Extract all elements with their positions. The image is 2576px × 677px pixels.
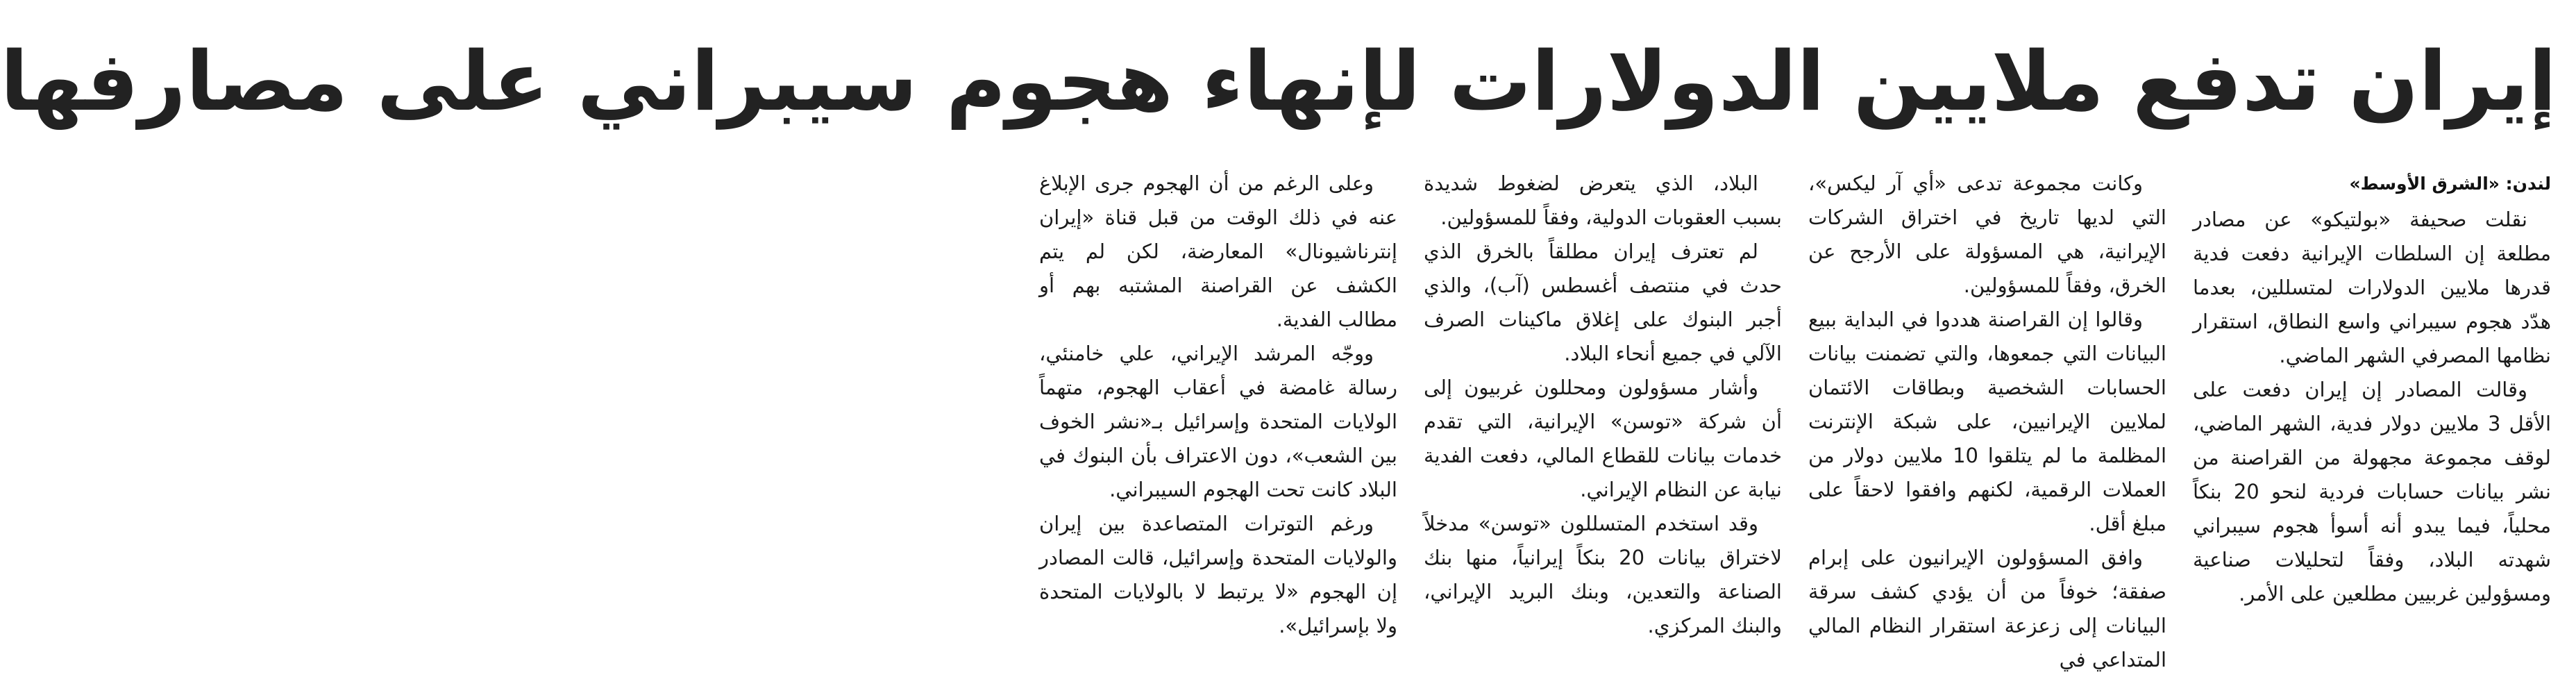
headline: إيران تدفع ملايين الدولارات لإنهاء هجوم سيبراني على مصارفها [0,33,2557,129]
byline: لندن: «الشرق الأوسط» [2349,174,2551,194]
article-column-3 [1424,167,1782,646]
article-column-4 [1039,167,1397,646]
article-body [1039,167,2552,671]
paragraph: وافق المسؤولون الإيرانيون على إبرام صفقة؛ خوفاً من أن يؤدي كشف سرقة البيانات إلى زعزعة استقرار النظام المالي المتداعي في [1808,546,2166,671]
paragraph: البلاد، الذي يتعرض لضغوط شديدة بسبب العقوبات الدولية، وفقاً للمسؤولين. [1424,172,1782,229]
paragraph: ورغم التوترات المتصاعدة بين إيران والولايات المتحدة وإسرائيل، قالت المصادر إن الهجوم «لا يرتبط لا بالولايات المتحدة ولا بإسرائيل». [1039,512,1397,637]
paragraph: وأشار مسؤولون ومحللون غربيون إلى أن شركة «توسن» الإيرانية، التي تقدم خدمات بيانات للقطاع المالي، دفعت الفدية نيابة عن النظام الإيراني. [1424,376,1782,501]
paragraph: لم تعترف إيران مطلقاً بالخرق الذي حدث في منتصف أغسطس (آب)، والذي أجبر البنوك على إغلاق ماكينات الصرف الآلي في جميع أنحاء البلاد. [1424,240,1782,365]
article-column-1 [2193,167,2551,646]
paragraph: وقالوا إن القراصنة هددوا في البداية ببيع البيانات التي جمعوها، والتي تضمنت بيانات الحسابات الشخصية وبطاقات الائتمان لملايين الإيرانيين، على شبكة الإنترنت المظلمة ما لم يتلقوا 10 ملايين دولار من العملات الرقمية، لكنهم وافقوا لاحقاً على مبلغ أقل. [1808,308,2166,535]
paragraph: نقلت صحيفة «بولتيكو» عن مصادر مطلعة إن السلطات الإيرانية دفعت فدية قدرها ملايين الدولارات لمتسللين، بعدما هدّد هجوم سيبراني واسع النطاق، استقرار نظامها المصرفي الشهر الماضي. [2193,208,2551,367]
paragraph: وقالت المصادر إن إيران دفعت على الأقل 3 ملايين دولار فدية، الشهر الماضي، لوقف مجموعة مجهولة من القراصنة من نشر بيانات حسابات فردية لنحو 20 بنكاً محلياً، فيما يبدو أنه أسوأ هجوم سيبراني شهدته البلاد، وفقاً لتحليلات صناعية ومسؤولين غربيين مطلعين على الأمر. [2193,378,2552,605]
article-column-2 [1808,167,2166,671]
paragraph: وعلى الرغم من أن الهجوم جرى الإبلاغ عنه في ذلك الوقت من قبل قناة «إيران إنترناشيونال» المعارضة، لكن لم يتم الكشف عن القراصنة المشتبه بهم أو مطالب الفدية. [1039,172,1397,331]
paragraph: وقد استخدم المتسللون «توسن» مدخلاً لاختراق بيانات 20 بنكاً إيرانياً، منها بنك الصناعة والتعدين، وبنك البريد الإيراني، والبنك المركزي. [1424,512,1782,637]
paragraph: وكانت مجموعة تدعى «أي آر ليكس»، التي لديها تاريخ في اختراق الشركات الإيرانية، هي المسؤولة على الأرجح عن الخرق، وفقاً للمسؤولين. [1808,172,2166,297]
paragraph: ووجّه المرشد الإيراني، علي خامنئي، رسالة غامضة في أعقاب الهجوم، متهماً الولايات المتحدة وإسرائيل بـ«نشر الخوف بين الشعب»، دون الاعتراف بأن البنوك في البلاد كانت تحت الهجوم السيبراني. [1039,342,1397,501]
